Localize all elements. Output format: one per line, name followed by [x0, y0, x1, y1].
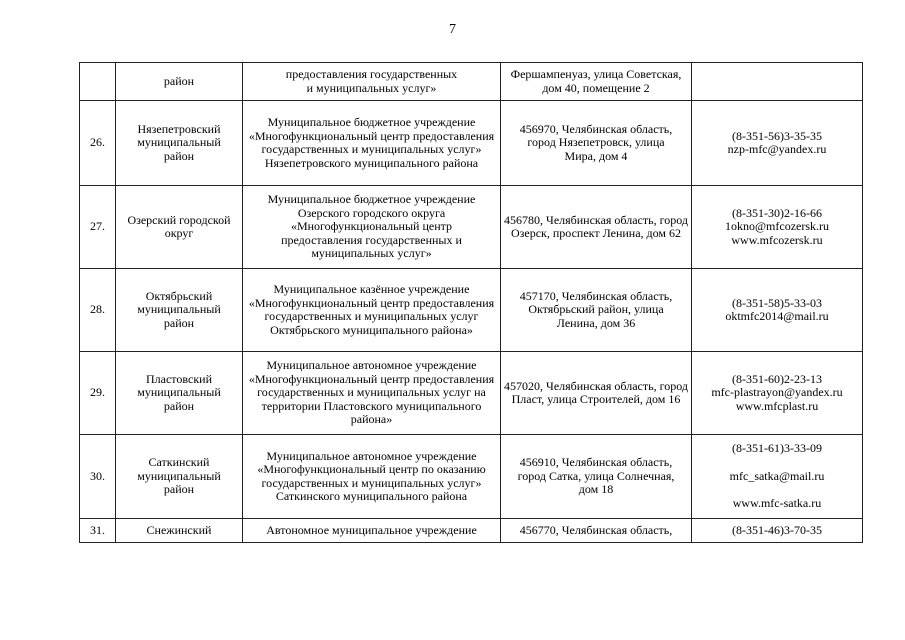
- table-row: [80, 352, 863, 435]
- district-cell: район: [116, 63, 243, 101]
- district-cell: Пластовский муниципальный район: [116, 352, 243, 435]
- district-cell: Нязепетровский муниципальный район: [116, 101, 243, 186]
- district-cell: Озерский городской округ: [116, 186, 243, 269]
- contacts-cell: [692, 435, 863, 519]
- address-cell: 456970, Челябинская область, город Нязепетровск, улица Мира, дом 4: [501, 101, 692, 186]
- contacts-cell: [692, 519, 863, 543]
- organization-cell: предоставления государственных и муниципальных услуг»: [243, 63, 501, 101]
- address-cell: 457020, Челябинская область, город Пласт, улица Строителей, дом 16: [501, 352, 692, 435]
- address-cell: 456780, Челябинская область, город Озерск, проспект Ленина, дом 62: [501, 186, 692, 269]
- district-cell: Снежинский: [116, 519, 243, 543]
- phone: (8-351-56)3-35-35: [732, 128, 822, 143]
- row-number: [80, 63, 116, 101]
- table-row: [80, 101, 863, 186]
- row-number: 26.: [80, 101, 116, 186]
- address-cell: 457170, Челябинская область, Октябрьский район, улица Ленина, дом 36: [501, 269, 692, 352]
- mfc-registry-table: [79, 62, 863, 543]
- district-cell: Октябрьский муниципальный район: [116, 269, 243, 352]
- organization-cell: Муниципальное автономное учреждение «Многофункциональный центр предоставления государственных и муниципальных услуг на территории Пластовского муниципального района»: [243, 352, 501, 435]
- page-number: 7: [449, 22, 456, 37]
- phone: (8-351-60)2-23-13: [732, 371, 822, 386]
- organization-cell: Муниципальное бюджетное учреждение «Многофункциональный центр предоставления государственных и муниципальных услуг» Нязепетровского муниципального района: [243, 101, 501, 186]
- row-number: 29.: [80, 352, 116, 435]
- row-number: 28.: [80, 269, 116, 352]
- table-row: [80, 186, 863, 269]
- organization-cell: Муниципальное автономное учреждение «Многофункциональный центр по оказанию государственных и муниципальных услуг» Саткинского муниципального района: [243, 435, 501, 519]
- address-cell: Фершампенуаз, улица Советская, дом 40, помещение 2: [501, 63, 692, 101]
- phone: (8-351-58)5-33-03: [732, 295, 822, 310]
- website: www.mfcplast.ru: [735, 398, 819, 413]
- row-number: 27.: [80, 186, 116, 269]
- address-cell: 456770, Челябинская область,: [501, 519, 692, 543]
- email: nzp-mfc@yandex.ru: [727, 142, 827, 156]
- contacts-cell: [692, 352, 863, 435]
- organization-cell: Автономное муниципальное учреждение: [243, 519, 501, 543]
- contacts-cell: [692, 63, 863, 101]
- website: www.mfc-satka.ru: [732, 496, 822, 511]
- row-number: 30.: [80, 435, 116, 519]
- contacts-cell: [692, 186, 863, 269]
- table-row: [80, 435, 863, 519]
- phone: (8-351-61)3-33-09: [732, 441, 822, 456]
- table-row: [80, 269, 863, 352]
- row-number: 31.: [80, 519, 116, 543]
- table-row: [80, 63, 863, 101]
- contacts-cell: [692, 101, 863, 186]
- phone: (8-351-46)3-70-35: [732, 522, 822, 537]
- website: www.mfcozersk.ru: [731, 232, 823, 247]
- address-cell: 456910, Челябинская область, город Сатка, улица Солнечная, дом 18: [501, 435, 692, 519]
- district-cell: Саткинский муниципальный район: [116, 435, 243, 519]
- phone: (8-351-30)2-16-66: [732, 205, 822, 220]
- contacts-cell: [692, 269, 863, 352]
- table-row: [80, 519, 863, 543]
- email: oktmfc2014@mail.ru: [725, 309, 829, 323]
- organization-cell: Муниципальное казённое учреждение «Многофункциональный центр предоставления государственных и муниципальных услуг Октябрьского муниципального района»: [243, 269, 501, 352]
- email: 1okno@mfcozersk.ru: [724, 219, 830, 234]
- organization-cell: Муниципальное бюджетное учреждение Озерского городского округа «Многофункциональный центр предоставления государственных и муниципальных услуг»: [243, 186, 501, 269]
- email: mfc-plastrayon@yandex.ru: [711, 385, 843, 400]
- email: mfc_satka@mail.ru: [729, 468, 825, 483]
